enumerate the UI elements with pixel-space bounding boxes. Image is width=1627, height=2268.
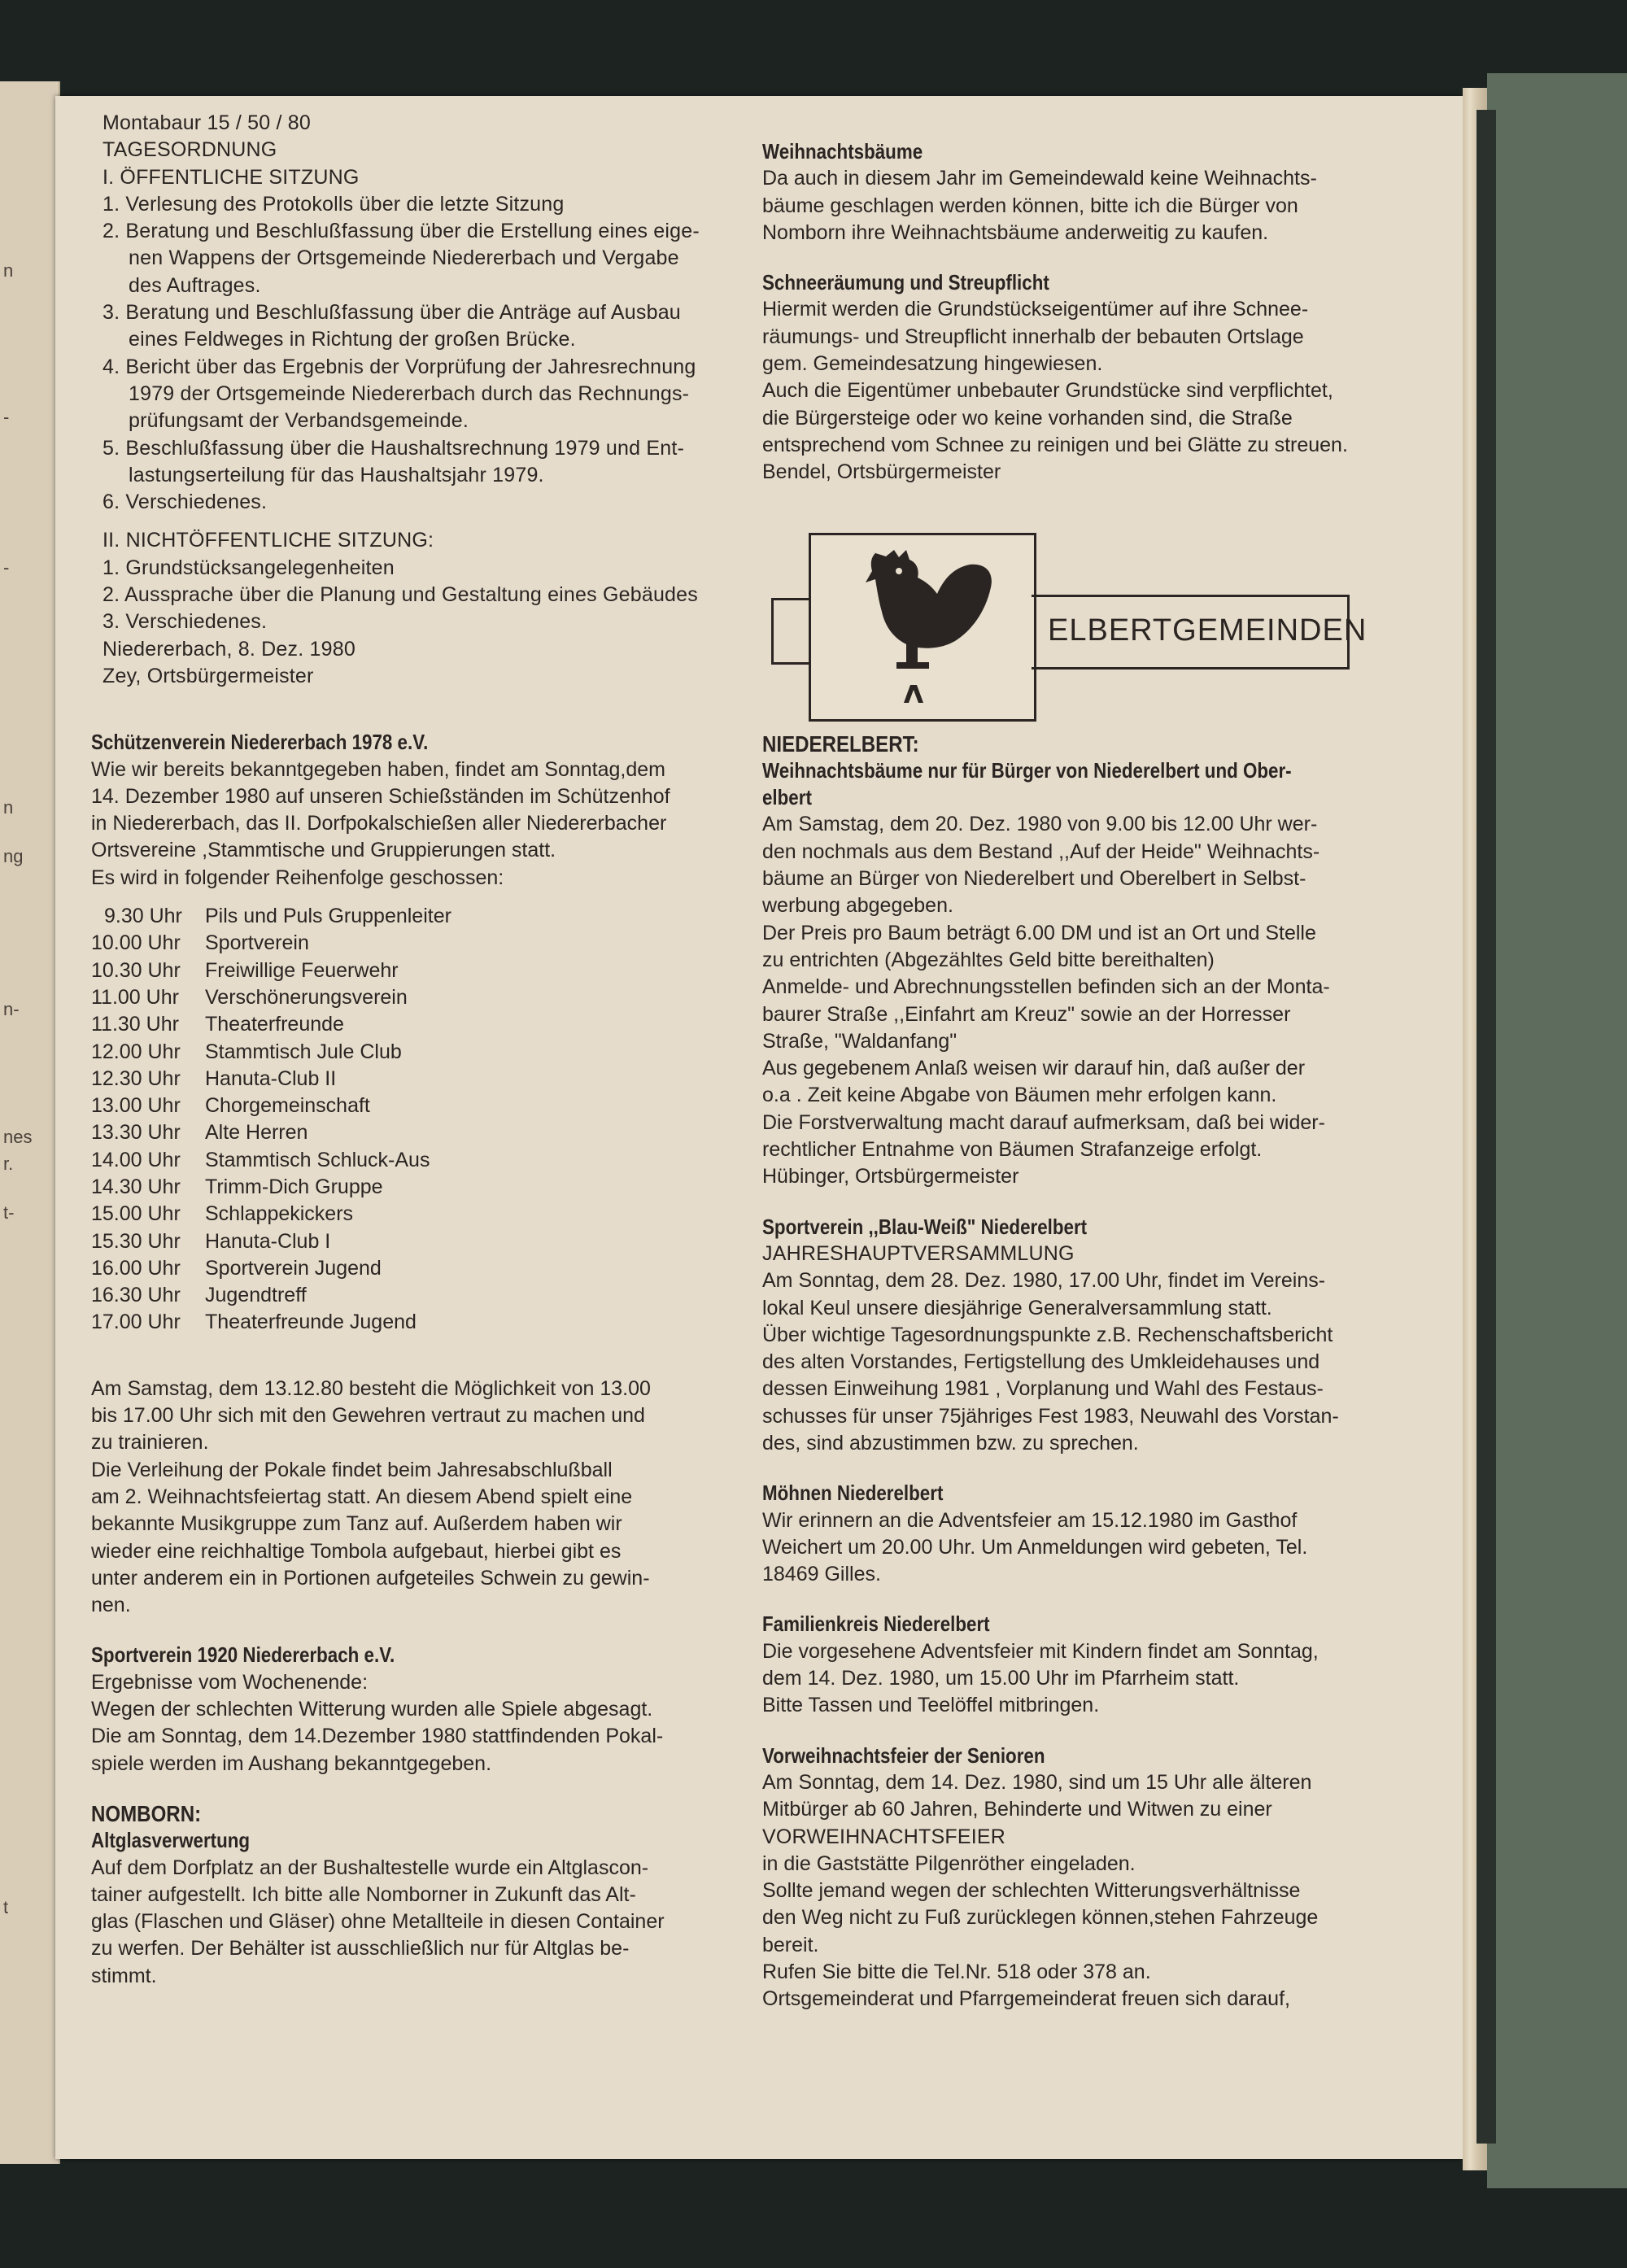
article-line: am 2. Weihnachtsfeiertag statt. An diesem Abend spielt eine [91,1485,633,1508]
margin-fragment: n- [3,999,20,1019]
article-line: entsprechend vom Schnee zu reinigen und bei Glätte zu streuen. [762,433,1348,456]
left-column [91,110,726,1990]
article-line: nen. [91,1594,131,1617]
article-line: Wir erinnern an die Adventsfeier am 15.12.1980 im Gasthof [762,1508,1298,1532]
article-line: Anmelde- und Abrechnungsstellen befinden sich an der Monta- [762,975,1330,999]
shooting-schedule [91,903,726,1337]
right-column [762,138,1413,2013]
article-line: glas (Flaschen und Gläser) ohne Metallteile in diesen Container [91,1910,665,1934]
schedule-time: 9.30 Uhr [104,905,182,928]
logo-banner [1032,595,1367,669]
sportverein-niedererbach-article [91,1642,726,1777]
logo-banner-text: ELBERTGEMEINDEN [1048,613,1367,648]
agenda-public-list [91,191,726,517]
schedule-row [91,1282,726,1309]
article-line: Die vorgesehene Adventsfeier mit Kindern findet am Sonntag, [762,1639,1319,1663]
article-line: Aus gegebenem Anlaß weisen wir darauf hin, daß außer der [762,1057,1306,1080]
article-line: Bitte Tassen und Teelöffel mitbringen. [762,1694,1100,1717]
schneeraeumung-article [762,269,1413,486]
article-line: gem. Gemeindesatzung hingewiesen. [762,352,1103,376]
agenda-private-list [91,527,726,690]
agenda-place-date: Niedererbach, 8. Dez. 1980 [103,637,355,661]
binding-strip [1477,110,1496,2144]
article-line: Auch die Eigentümer unbebauter Grundstücke sind verpflichtet, [762,379,1333,403]
article-line: in die Gaststätte Pilgenröther eingeladen. [762,1851,1136,1875]
margin-fragment: n [3,260,14,281]
article-line: Da auch in diesem Jahr im Gemeindewald keine Weihnachts- [762,167,1317,190]
schuetzenverein-article [91,729,726,1619]
schedule-group: Hanuta-Club II [205,1066,337,1090]
margin-fragment: - [3,557,10,578]
article-line: zu entrichten (Abgezähltes Geld bitte bereithalten) [762,948,1215,971]
article-line: bäume geschlagen werden können, bitte ich die Bürger von [762,194,1298,217]
moehnen-article [762,1480,1413,1588]
article-heading: Weihnachtsbäume [762,139,923,164]
article-line: Rufen Sie bitte die Tel.Nr. 518 oder 378 an. [762,1961,1151,1984]
margin-fragment: nes [3,1127,33,1147]
schedule-group: Stammtisch Schluck-Aus [205,1148,430,1171]
schedule-time: 11.30 Uhr [91,1013,179,1036]
agenda-item-cont: eines Feldweges in Richtung der großen Brücke. [129,328,576,351]
schedule-row [91,1228,726,1255]
article-line: o.a . Zeit keine Abgabe von Bäumen mehr erfolgen kann. [762,1084,1277,1107]
article-line: Auf dem Dorfplatz an der Bushaltestelle wurde ein Altglascon- [91,1856,649,1879]
agenda-signature: Zey, Ortsbürgermeister [103,664,314,687]
article-heading: Schneeräumung und Streupflicht [762,270,1049,295]
margin-fragment: t [3,1897,9,1917]
nomborn-section [91,1800,726,1990]
blau-weiss-article [762,1214,1413,1458]
article-line: die Bürgersteige oder wo keine vorhanden sind, die Straße [762,406,1293,430]
schedule-row [91,957,726,984]
article-line: dessen Einweihung 1981 , Vorplanung und Wahl des Festaus- [762,1377,1324,1401]
article-heading: Sportverein 1920 Niedererbach e.V. [91,1642,395,1668]
article-line: Bendel, Ortsbürgermeister [762,460,1001,484]
schedule-group: Pils und Puls Gruppenleiter [205,905,451,928]
header-block [91,110,726,191]
article-line: bis 17.00 Uhr sich mit den Gewehren vertraut zu machen und [91,1404,645,1428]
schedule-time: 12.30 Uhr [91,1066,181,1090]
schedule-group: Stammtisch Jule Club [205,1040,402,1063]
article-line: Wegen der schlechten Witterung wurden alle Spiele abgesagt. [91,1698,653,1721]
article-line: Sollte jemand wegen der schlechten Witterungsverhältnisse [762,1879,1301,1903]
senioren-article [762,1742,1413,2013]
section-heading: NIEDERELBERT: [762,731,919,757]
article-subheading: JAHRESHAUPTVERSAMMLUNG [762,1241,1075,1265]
margin-fragment: - [3,407,10,427]
schedule-group: Verschönerungsverein [205,985,408,1009]
article-heading: Sportverein ,,Blau-Weiß" Niederelbert [762,1214,1088,1239]
agenda-section-public: I. ÖFFENTLICHE SITZUNG [103,165,360,189]
article-line: Der Preis pro Baum beträgt 6.00 DM und ist an Ort und Stelle [762,921,1316,944]
schedule-group: Alte Herren [205,1121,308,1145]
article-heading-cont: elbert [762,785,812,810]
rooster-icon [839,547,1001,706]
article-line: in Niedererbach, das II. Dorfpokalschießen aller Niedererbacher [91,812,667,835]
schedule-time: 15.30 Uhr [91,1229,181,1253]
article-line: zu trainieren. [91,1431,209,1455]
article-heading: Altglasverwertung [91,1828,251,1853]
article-line: den Weg nicht zu Fuß zurücklegen können,stehen Fahrzeuge [762,1906,1319,1930]
schedule-time: 17.00 Uhr [91,1311,181,1334]
article-line: tainer aufgestellt. Ich bitte alle Nomborner in Zukunft das Alt- [91,1882,636,1906]
schedule-group: Chorgemeinschaft [205,1094,370,1118]
article-line: bekannte Musikgruppe zum Tanz auf. Außerdem haben wir [91,1512,622,1536]
schedule-group: Sportverein [205,931,309,955]
schedule-group: Schlappekickers [205,1202,354,1226]
article-heading: Familienkreis Niederelbert [762,1612,990,1637]
schedule-row [91,984,726,1011]
familienkreis-article [762,1611,1413,1719]
schedule-row [91,1255,726,1282]
article-line: Straße, "Waldanfang" [762,1029,957,1053]
schedule-row [91,930,726,957]
schedule-group: Trimm-Dich Gruppe [205,1175,383,1198]
schedule-row [91,1039,726,1066]
article-line: stimmt. [91,1964,157,1987]
article-line: spiele werden im Aushang bekanntgegeben. [91,1751,492,1775]
article-line: Ergebnisse vom Wochenende: [91,1670,369,1694]
agenda-item: 3. Verschiedenes. [103,610,268,634]
schedule-row [91,903,726,930]
schedule-group: Theaterfreunde Jugend [205,1311,417,1334]
article-line: Nomborn ihre Weihnachtsbäume anderweitig zu kaufen. [762,220,1269,244]
article-heading: Vorweihnachtsfeier der Senioren [762,1742,1045,1768]
schedule-row [91,1066,726,1093]
schedule-row [91,1147,726,1174]
margin-fragment: ng [3,846,24,866]
agenda-item: 2. Beratung und Beschlußfassung über die Erstellung eines eige- [103,220,700,243]
schedule-time: 12.00 Uhr [91,1040,181,1063]
schedule-row [91,1309,726,1336]
agenda-item: 3. Beratung und Beschlußfassung über die Anträge auf Ausbau [103,301,681,325]
niederelbert-section [762,731,1413,1191]
schedule-time: 14.30 Uhr [91,1175,181,1198]
logo-emblem-frame [809,533,1036,722]
schedule-row [91,1201,726,1228]
article-line: schusses für unser 75jähriges Fest 1983, Neuwahl des Vorstan- [762,1404,1339,1428]
previous-page-sliver [0,81,60,2164]
article-line: lokal Keul unsere diesjährige Generalversammlung statt. [762,1296,1272,1319]
agenda-item-cont: des Auftrages. [129,273,261,297]
agenda-item: 4. Bericht über das Ergebnis der Vorprüfung der Jahresrechnung [103,355,696,378]
article-line: VORWEIHNACHTSFEIER [762,1825,1005,1848]
schedule-group: Theaterfreunde [205,1013,344,1036]
book-cover [1487,73,1627,2188]
schedule-time: 15.00 Uhr [91,1202,181,1226]
page-reference: Montabaur 15 / 50 / 80 [103,111,311,134]
article-line: zu werfen. Der Behälter ist ausschließlich nur für Altglas be- [91,1937,630,1961]
agenda-item-cont: lastungserteilung für das Haushaltsjahr 1979. [129,463,544,486]
article-line: dem 14. Dez. 1980, um 15.00 Uhr im Pfarrheim statt. [762,1667,1240,1690]
schedule-time: 10.00 Uhr [91,931,181,955]
article-line: Ortsvereine ,Stammtische und Gruppierungen statt. [91,839,556,862]
agenda-item-cont: nen Wappens der Ortsgemeinde Niedererbach und Vergabe [129,246,679,270]
section-heading: NOMBORN: [91,1800,202,1826]
margin-fragment: n [3,797,14,818]
schedule-group: Jugendtreff [205,1284,307,1307]
margin-fragment: t- [3,1202,15,1223]
agenda-item-cont: 1979 der Ortsgemeinde Niedererbach durch das Rechnungs- [129,382,690,405]
article-line: Die Forstverwaltung macht darauf aufmerksam, daß bei wider- [762,1110,1325,1134]
schedule-time: 16.00 Uhr [91,1256,181,1280]
article-line: räumungs- und Streupflicht innerhalb der bebauten Ortslage [762,325,1304,348]
agenda-item: 5. Beschlußfassung über die Haushaltsrechnung 1979 und Ent- [103,436,685,460]
article-line: Am Samstag, dem 20. Dez. 1980 von 9.00 bis 12.00 Uhr wer- [762,813,1318,836]
article-line: Am Sonntag, dem 14. Dez. 1980, sind um 15 Uhr alle älteren [762,1770,1312,1794]
schedule-group: Freiwillige Feuerwehr [205,958,399,982]
article-line: Hiermit werden die Grundstückseigentümer auf ihre Schnee- [762,298,1309,321]
elbertgemeinden-logo [771,533,1389,720]
article-line: 18469 Gilles. [762,1563,881,1586]
article-line: des, sind abzustimmen bzw. zu sprechen. [762,1431,1139,1455]
article-line: Es wird in folgender Reihenfolge geschossen: [91,866,504,889]
article-line: den nochmals aus dem Bestand ,,Auf der Heide" Weihnachts- [762,840,1320,863]
article-line: Wie wir bereits bekanntgegeben haben, findet am Sonntag,dem [91,757,666,781]
schedule-time: 16.30 Uhr [91,1284,181,1307]
agenda-item-cont: prüfungsamt der Verbandsgemeinde. [129,409,469,433]
agenda-item: 2. Aussprache über die Planung und Gestaltung eines Gebäudes [103,583,698,607]
margin-fragment: r. [3,1154,14,1174]
article-line: wieder eine reichhaltige Tombola aufgebaut, hierbei gibt es [91,1539,622,1563]
article-line: bereit. [762,1933,819,1956]
article-line: Hübinger, Ortsbürgermeister [762,1165,1019,1189]
article-line: rechtlicher Entnahme von Bäumen Strafanzeige erfolgt. [762,1138,1263,1162]
schedule-row [91,1119,726,1146]
schedule-time: 10.30 Uhr [91,958,181,982]
article-line: des alten Vorstandes, Fertigstellung des Umkleidehauses und [762,1350,1320,1374]
article-line: Ortsgemeinderat und Pfarrgemeinderat freuen sich darauf, [762,1987,1290,2011]
agenda-item: 6. Verschiedenes. [103,491,268,514]
article-line: baurer Straße ,,Einfahrt am Kreuz" sowie an der Horresser [762,1002,1291,1026]
article-line: 14. Dezember 1980 auf unseren Schießständen im Schützenhof [91,784,670,808]
schedule-group: Sportverein Jugend [205,1256,382,1280]
article-line: bäume an Bürger von Niederelbert und Oberelbert in Selbst- [762,867,1306,891]
article-heading: Weihnachtsbäume nur für Bürger von Niederelbert und Ober- [762,757,1292,783]
article-line: Mitbürger ab 60 Jahren, Behinderte und Witwen zu einer [762,1798,1272,1821]
article-line: werbung abgegeben. [762,894,953,918]
schedule-row [91,1174,726,1201]
article-line: unter anderem ein in Portionen aufgeteiles Schwein zu gewin- [91,1566,650,1590]
agenda-title: TAGESORDNUNG [103,138,277,162]
article-line: Die am Sonntag, dem 14.Dezember 1980 stattfindenden Pokal- [91,1725,664,1748]
agenda-item: 1. Verlesung des Protokolls über die letzte Sitzung [103,192,565,216]
schedule-time: 14.00 Uhr [91,1148,181,1171]
weihnachtsbaeume-article [762,138,1413,246]
agenda-item: 1. Grundstücksangelegenheiten [103,556,395,579]
article-heading: Schützenverein Niedererbach 1978 e.V. [91,730,429,755]
schedule-time: 13.00 Uhr [91,1094,181,1118]
schedule-time: 11.00 Uhr [91,985,179,1009]
schedule-row [91,1011,726,1038]
article-line: Die Verleihung der Pokale findet beim Jahresabschlußball [91,1458,613,1481]
article-heading: Möhnen Niederelbert [762,1481,944,1506]
article-line: Weichert um 20.00 Uhr. Um Anmeldungen wird gebeten, Tel. [762,1535,1308,1559]
article-line: Am Sonntag, dem 28. Dez. 1980, 17.00 Uhr, findet im Vereins- [762,1269,1326,1293]
schedule-row [91,1093,726,1119]
article-line: Über wichtige Tagesordnungspunkte z.B. Rechenschaftsbericht [762,1323,1333,1346]
schedule-group: Hanuta-Club I [205,1229,331,1253]
agenda-section-private: II. NICHTÖFFENTLICHE SITZUNG: [103,529,434,552]
schedule-time: 13.30 Uhr [91,1121,181,1145]
article-line: Am Samstag, dem 13.12.80 besteht die Möglichkeit von 13.00 [91,1376,651,1400]
